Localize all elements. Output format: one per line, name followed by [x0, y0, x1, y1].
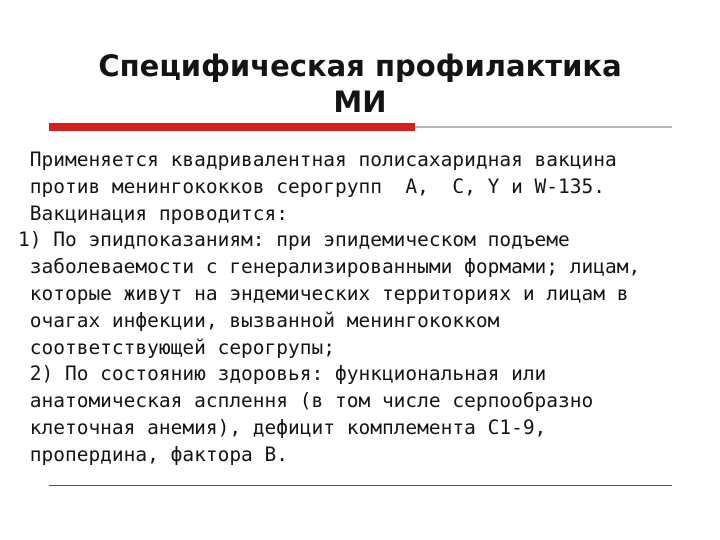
- item-2-line-1: 2) По состоянию здоровья: функциональная или: [18, 362, 547, 386]
- item-2-line-3: клеточная анемия), дефицит комплемента С1-9,: [18, 415, 547, 439]
- intro-line-2: против менингококков серогрупп А, С, Y и W-135.: [18, 174, 605, 198]
- slide-body: [18, 147, 708, 469]
- intro-line-1: Применяется квадривалентная полисахаридная вакцина: [18, 148, 617, 171]
- item-1-line-2: заболеваемости с генерализированными формами; лицам,: [18, 255, 641, 279]
- item-1-line-3: которые живут на эндемических территориях и лицам в: [18, 281, 629, 305]
- slide-title: [40, 48, 680, 120]
- slide-title-line-1: Специфическая профилактика: [98, 49, 622, 83]
- item-2-line-2: анатомическая асплення (в том числе серпообразно: [18, 389, 594, 413]
- item-1-line-1: 1) По эпидпоказаниям: при эпидемическом подъеме: [18, 228, 570, 252]
- item-1-line-5: соответствующей серогрупы;: [18, 335, 335, 359]
- slide-title-line-2: МИ: [333, 85, 387, 119]
- item-2-line-4: пропердина, фактора В.: [18, 442, 289, 466]
- bottom-divider: [49, 485, 672, 486]
- item-1-line-4: очагах инфекции, вызванной менингококком: [18, 308, 500, 332]
- vaccination-line: Вакцинация проводится:: [18, 201, 289, 225]
- title-accent-bar: [49, 123, 415, 131]
